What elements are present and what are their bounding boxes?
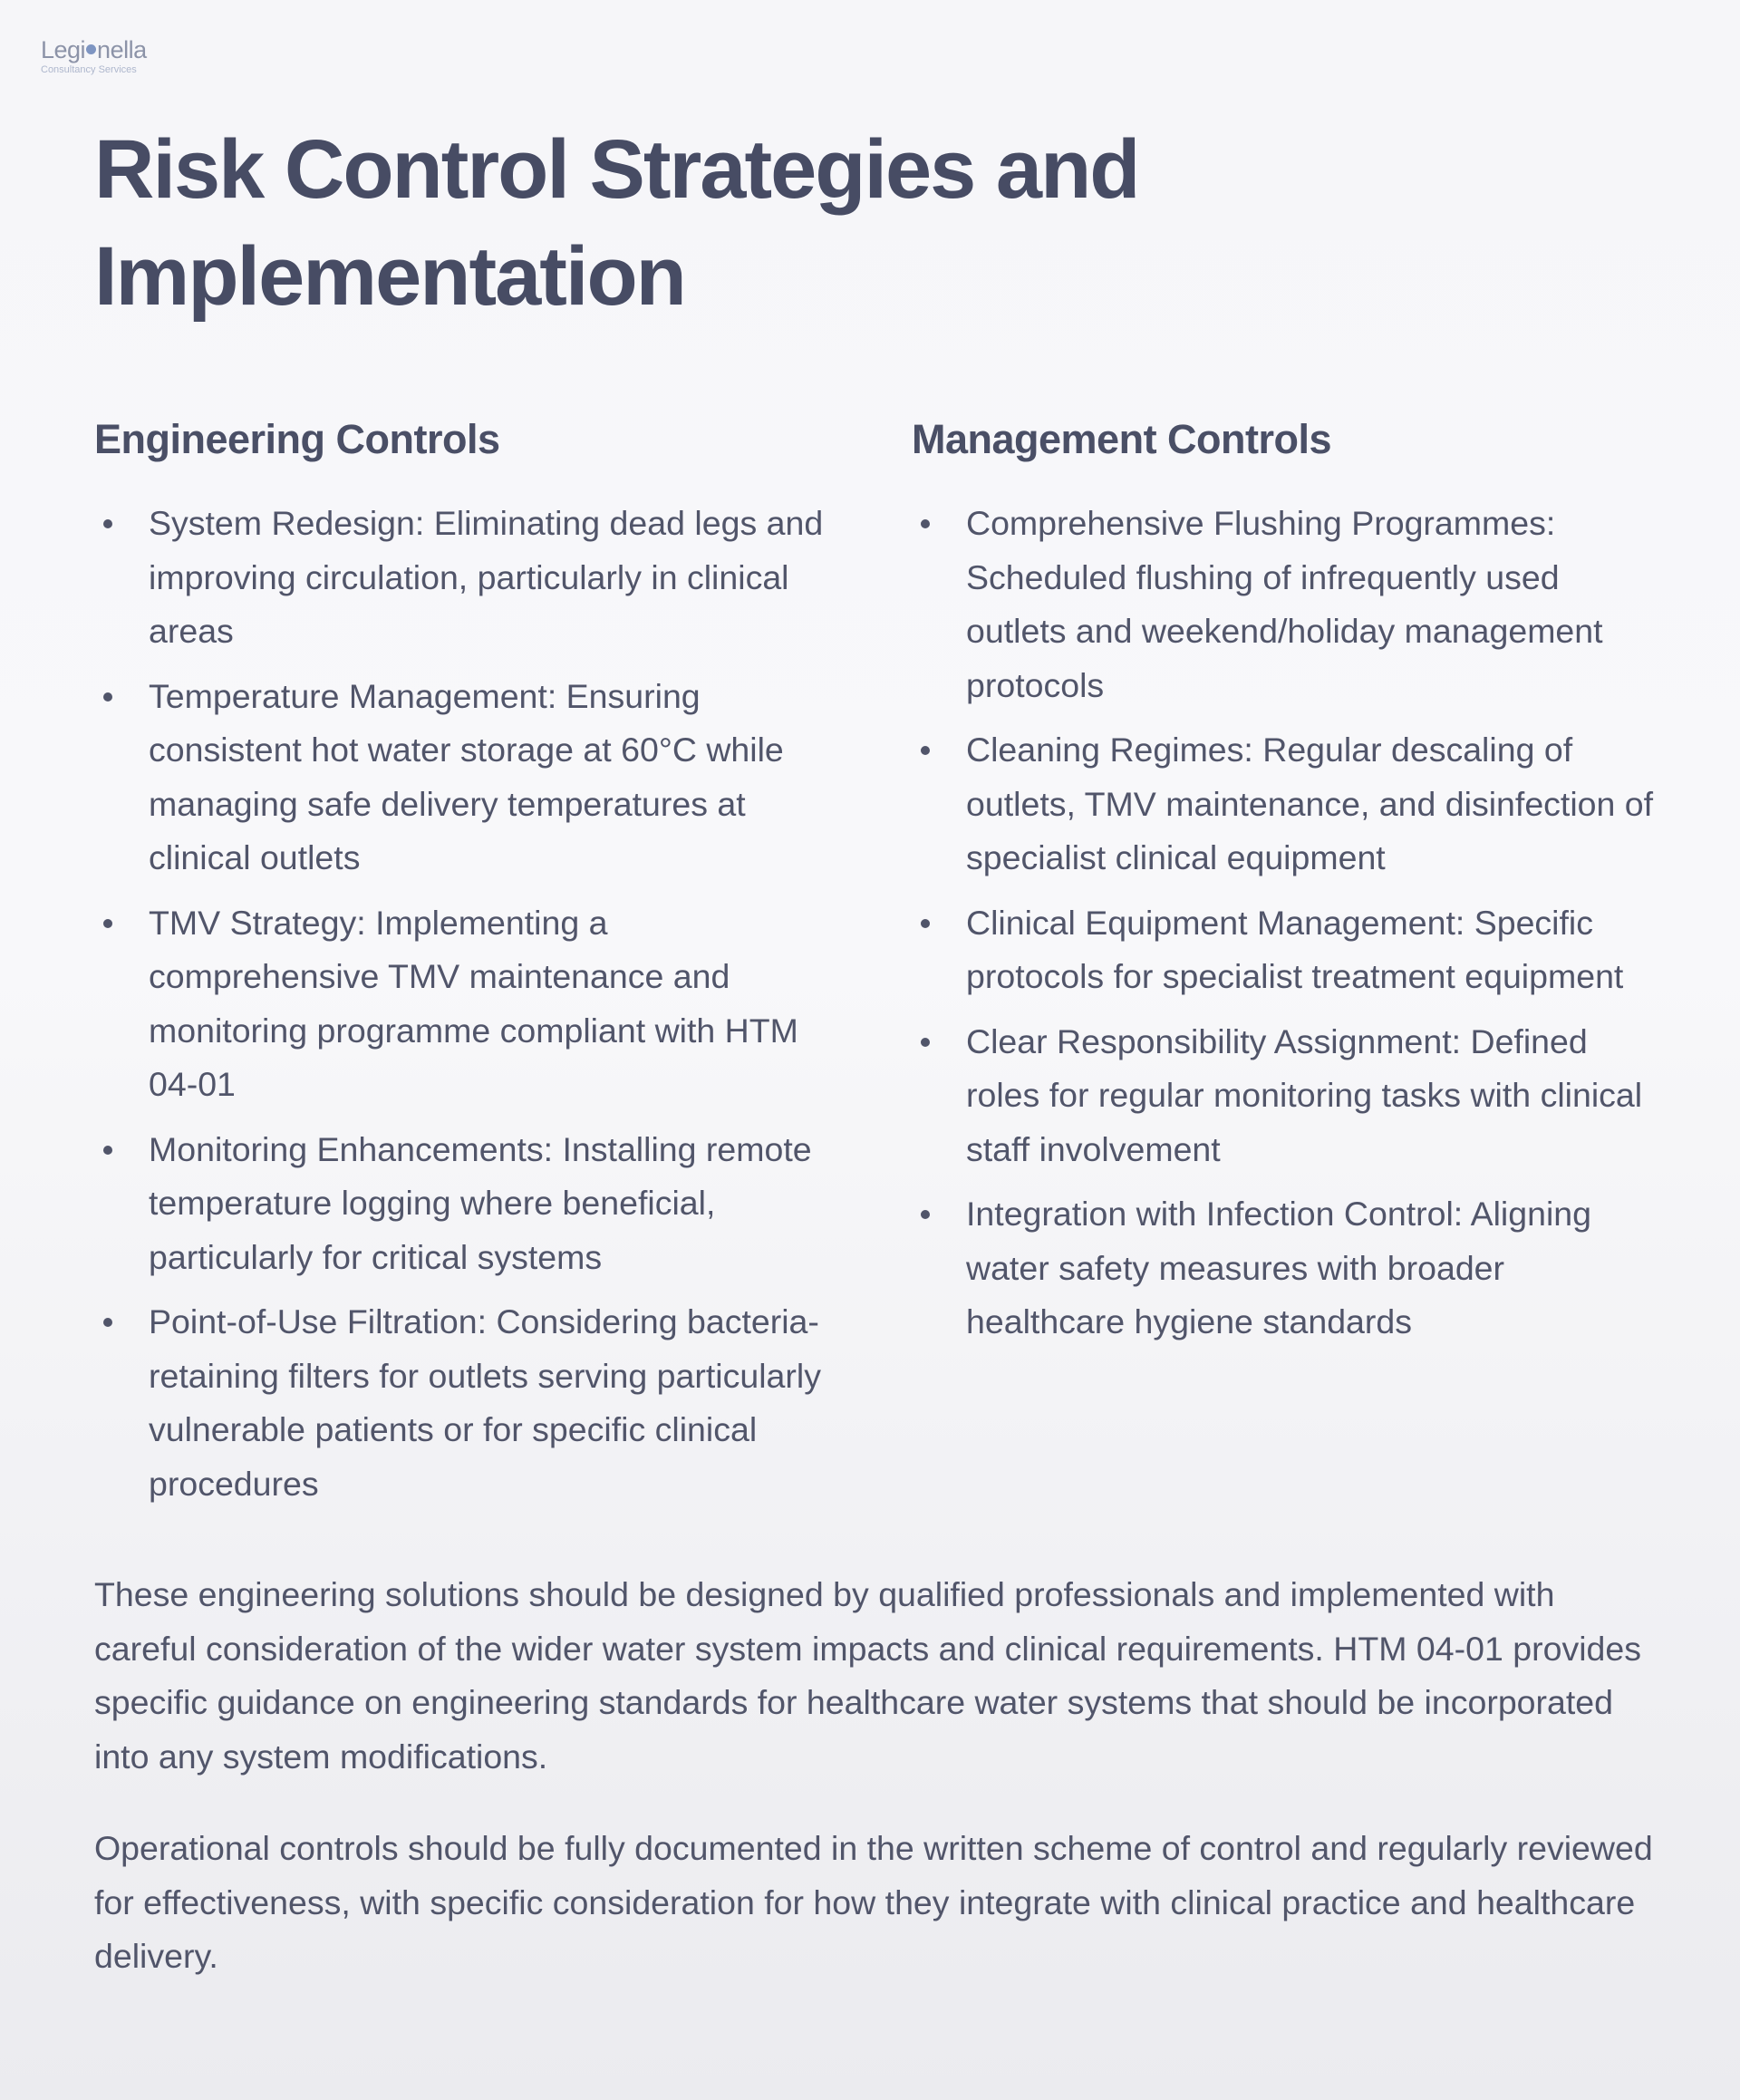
list-item-text: Monitoring Enhancements: Installing remote temperature logging where beneficial, particularly for critical systems <box>149 1129 812 1276</box>
list-item-text: Integration with Infection Control: Aligning water safety measures with broader healthcare hygiene standards <box>966 1195 1591 1340</box>
bullet-icon <box>103 919 112 928</box>
list-item <box>912 1187 1655 1350</box>
bullet-icon <box>921 1210 930 1219</box>
list-item <box>94 896 837 1112</box>
bullet-icon <box>103 692 112 702</box>
list-item <box>912 896 1655 1004</box>
list-item <box>912 723 1655 885</box>
list-item-text: Comprehensive Flushing Programmes: Scheduled flushing of infrequently used outlets and weekend/holiday management protocols <box>966 504 1603 704</box>
logo-dot-icon <box>86 44 96 54</box>
management-controls-list <box>912 497 1655 1350</box>
bullet-icon <box>103 519 112 528</box>
company-logo <box>41 36 168 75</box>
management-controls-section <box>912 408 1655 1360</box>
logo-wordmark: Legi nella <box>41 36 147 63</box>
list-item <box>912 497 1655 712</box>
page-title: Risk Control Strategies and Implementation <box>94 123 1139 323</box>
bullet-icon <box>921 919 930 928</box>
list-item-text: Temperature Management: Ensuring consistent hot water storage at 60°C while managing safe delivery temperatures at clinical outlets <box>149 676 784 876</box>
list-item-text: System Redesign: Eliminating dead legs and improving circulation, particularly in clinical areas <box>149 504 824 650</box>
list-item <box>94 497 837 659</box>
list-item-text: Clinical Equipment Management: Specific protocols for specialist treatment equipment <box>966 903 1624 995</box>
engineering-controls-section <box>94 408 837 1522</box>
list-item <box>94 670 837 885</box>
logo-tagline: Consultancy Services <box>41 64 137 75</box>
list-item-text: Point-of-Use Filtration: Considering bacteria-retaining filters for outlets serving particularly vulnerable patients or for specific clinical procedures <box>149 1302 821 1503</box>
list-item-text: Clear Responsibility Assignment: Defined roles for regular monitoring tasks with clinical staff involvement <box>966 1021 1643 1168</box>
body-paragraph: These engineering solutions should be designed by qualified professionals and implemented with careful consideration of the wider water system impacts and clinical requirements. HTM 04-01 provides specific guidance on engineering standards for healthcare water systems that should be incorporated into any system modifications. <box>94 1575 1641 1776</box>
list-item-text: TMV Strategy: Implementing a comprehensive TMV maintenance and monitoring programme compliant with HTM 04-01 <box>149 903 798 1103</box>
engineering-controls-list <box>94 497 837 1511</box>
bullet-icon <box>103 1146 112 1155</box>
list-item <box>94 1123 837 1285</box>
list-item <box>94 1295 837 1511</box>
body-paragraph: Operational controls should be fully documented in the written scheme of control and regularly reviewed for effectiveness, with specific consideration for how they integrate with clinical practice and healthcare delivery. <box>94 1829 1653 1975</box>
bullet-icon <box>921 519 930 528</box>
list-item <box>912 1015 1655 1177</box>
management-controls-heading: Management Controls <box>912 416 1332 462</box>
bullet-icon <box>921 746 930 755</box>
engineering-controls-heading: Engineering Controls <box>94 416 500 462</box>
bullet-icon <box>921 1038 930 1047</box>
bullet-icon <box>103 1318 112 1327</box>
list-item-text: Cleaning Regimes: Regular descaling of outlets, TMV maintenance, and disinfection of specialist clinical equipment <box>966 731 1654 876</box>
